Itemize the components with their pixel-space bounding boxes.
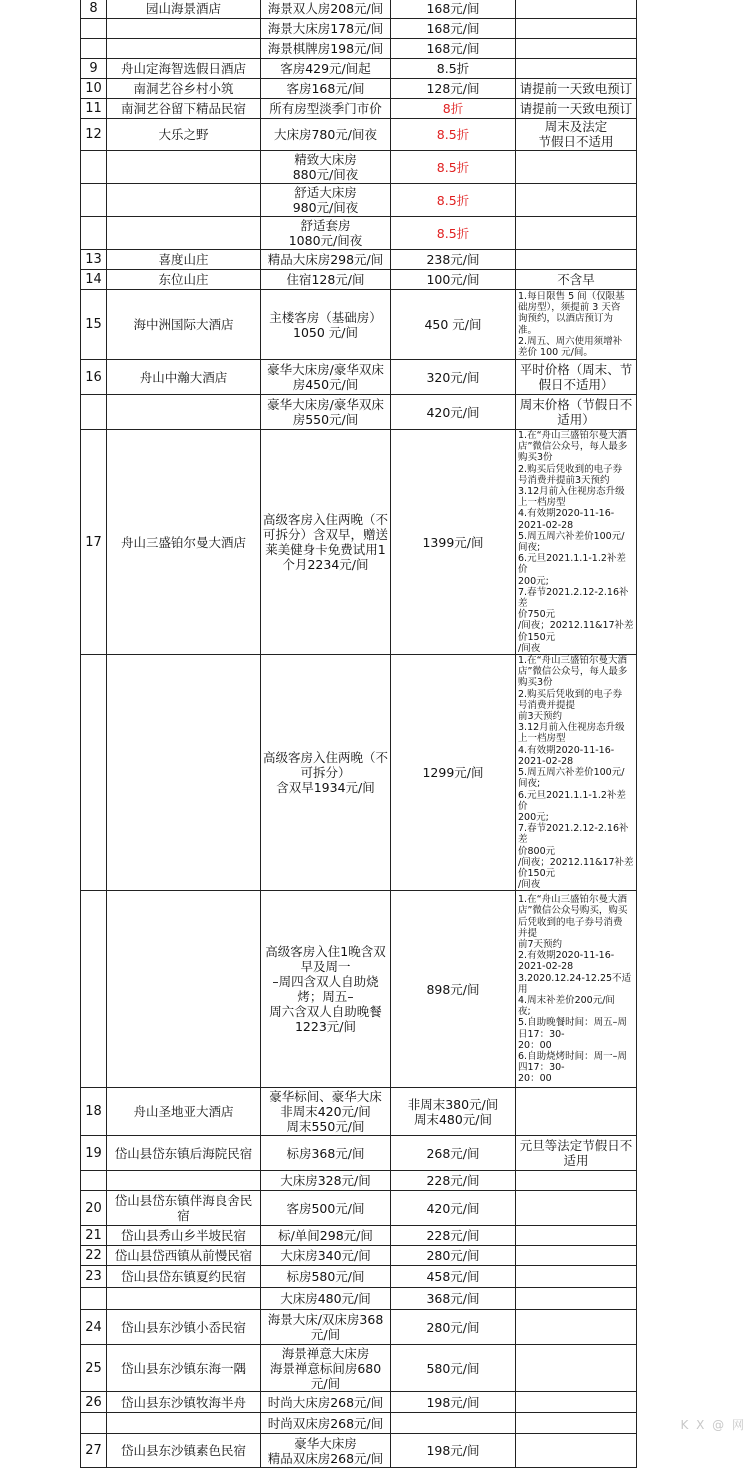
room-type-cell: 客房168元/间 xyxy=(261,79,391,99)
hotel-name-cell: 岱山县东沙镇小岙民宿 xyxy=(107,1310,261,1345)
hotel-name-cell xyxy=(107,217,261,250)
table-row xyxy=(81,290,637,360)
discount-price-cell: 168元/间 xyxy=(391,39,516,59)
table-row xyxy=(81,1171,637,1191)
row-number-cell: 23 xyxy=(81,1266,107,1288)
notes-cell xyxy=(516,39,637,59)
room-type-cell: 所有房型淡季门市价 xyxy=(261,99,391,119)
hotel-name-cell: 东位山庄 xyxy=(107,270,261,290)
hotel-name-cell: 南洞艺谷留下精品民宿 xyxy=(107,99,261,119)
hotel-name-cell: 岱山县岱东镇后海院民宿 xyxy=(107,1136,261,1171)
row-number-cell xyxy=(81,39,107,59)
discount-price-cell: 8.5折 xyxy=(391,151,516,184)
discount-price-cell: 580元/间 xyxy=(391,1345,516,1392)
hotel-name-cell: 园山海景酒店 xyxy=(107,0,261,19)
row-number-cell: 11 xyxy=(81,99,107,119)
hotel-name-cell xyxy=(107,1288,261,1310)
hotel-name-cell: 舟山圣地亚大酒店 xyxy=(107,1088,261,1136)
room-type-cell: 舒适套房 1080元/间夜 xyxy=(261,217,391,250)
row-number-cell: 21 xyxy=(81,1226,107,1246)
row-number-cell: 26 xyxy=(81,1392,107,1413)
room-type-cell: 海景大床房178元/间 xyxy=(261,19,391,39)
discount-price-cell: 8.5折 xyxy=(391,119,516,151)
hotel-name-cell: 大乐之野 xyxy=(107,119,261,151)
discount-price-cell: 228元/间 xyxy=(391,1226,516,1246)
discount-price-cell: 228元/间 xyxy=(391,1171,516,1191)
table-body xyxy=(81,0,637,1468)
discount-price-cell: 8.5折 xyxy=(391,59,516,79)
notes-cell: 周末及法定 节假日不适用 xyxy=(516,119,637,151)
discount-price-cell: 368元/间 xyxy=(391,1288,516,1310)
room-type-cell: 客房429元/间起 xyxy=(261,59,391,79)
table-row xyxy=(81,217,637,250)
table-row xyxy=(81,655,637,891)
row-number-cell: 25 xyxy=(81,1345,107,1392)
row-number-cell xyxy=(81,655,107,891)
room-type-cell: 豪华标间、豪华大床 非周末420元/间 周末550元/间 xyxy=(261,1088,391,1136)
discount-price-cell: 238元/间 xyxy=(391,250,516,270)
hotel-name-cell xyxy=(107,395,261,430)
notes-cell xyxy=(516,1392,637,1413)
hotel-name-cell xyxy=(107,39,261,59)
discount-price-cell: 100元/间 xyxy=(391,270,516,290)
hotel-name-cell xyxy=(107,655,261,891)
table-row xyxy=(81,1345,637,1392)
notes-cell xyxy=(516,1191,637,1226)
room-type-cell: 海景禅意大床房 海景禅意标间房680 元/间 xyxy=(261,1345,391,1392)
room-type-cell: 标/单间298元/间 xyxy=(261,1226,391,1246)
room-type-cell: 豪华大床房/豪华双床 房450元/间 xyxy=(261,360,391,395)
row-number-cell: 12 xyxy=(81,119,107,151)
discount-price-cell: 458元/间 xyxy=(391,1266,516,1288)
row-number-cell xyxy=(81,19,107,39)
notes-cell: 1.在“舟山三盛铂尔曼大酒 店”微信公众号，每人最多 购买3份 2.购买后凭收到的电子券 号消费并提前3天预约 3.12月前入住视房态升级 上一档房型 4.有效期2020-11-16- 2021-02-28 5.周五周六补差价100元/ 间夜; 6.元旦2021.1.1-1.2补差价 200元; 7.春节2021.2.12-2.16补差 价750元 /间夜；20212.11&17补差 价150元 /间夜 xyxy=(516,430,637,655)
room-type-cell: 豪华大床房/豪华双床 房550元/间 xyxy=(261,395,391,430)
room-type-cell: 舒适大床房 980元/间夜 xyxy=(261,184,391,217)
table-row xyxy=(81,59,637,79)
notes-cell xyxy=(516,151,637,184)
room-type-cell: 客房500元/间 xyxy=(261,1191,391,1226)
room-type-cell: 精致大床房 880元/间夜 xyxy=(261,151,391,184)
table-row xyxy=(81,1310,637,1345)
discount-price-cell: 420元/间 xyxy=(391,1191,516,1226)
table-row xyxy=(81,1191,637,1226)
room-type-cell: 标房580元/间 xyxy=(261,1266,391,1288)
room-type-cell: 海景棋牌房198元/间 xyxy=(261,39,391,59)
hotel-name-cell: 岱山县东沙镇牧海半舟 xyxy=(107,1392,261,1413)
hotel-name-cell: 喜度山庄 xyxy=(107,250,261,270)
row-number-cell: 20 xyxy=(81,1191,107,1226)
notes-cell xyxy=(516,1288,637,1310)
table-row xyxy=(81,360,637,395)
row-number-cell xyxy=(81,891,107,1088)
row-number-cell: 15 xyxy=(81,290,107,360)
table-row xyxy=(81,891,637,1088)
hotel-name-cell: 舟山中瀚大酒店 xyxy=(107,360,261,395)
room-type-cell: 大床房480元/间 xyxy=(261,1288,391,1310)
hotel-name-cell xyxy=(107,184,261,217)
hotel-name-cell xyxy=(107,1413,261,1434)
table-row xyxy=(81,1266,637,1288)
hotel-name-cell: 舟山三盛铂尔曼大酒店 xyxy=(107,430,261,655)
row-number-cell: 8 xyxy=(81,0,107,19)
notes-cell xyxy=(516,1310,637,1345)
table-row xyxy=(81,1226,637,1246)
row-number-cell: 22 xyxy=(81,1246,107,1266)
notes-cell xyxy=(516,217,637,250)
notes-cell: 周末价格（节假日不 适用） xyxy=(516,395,637,430)
notes-cell xyxy=(516,0,637,19)
discount-price-cell: 280元/间 xyxy=(391,1246,516,1266)
table-row xyxy=(81,99,637,119)
notes-cell: 不含早 xyxy=(516,270,637,290)
notes-cell: 元旦等法定节假日不 适用 xyxy=(516,1136,637,1171)
hotel-name-cell xyxy=(107,891,261,1088)
row-number-cell: 27 xyxy=(81,1434,107,1468)
notes-cell xyxy=(516,1226,637,1246)
discount-price-cell: 1399元/间 xyxy=(391,430,516,655)
room-type-cell: 高级客房入住两晚（不 可拆分） 含双早1934元/间 xyxy=(261,655,391,891)
row-number-cell: 17 xyxy=(81,430,107,655)
table-row xyxy=(81,250,637,270)
row-number-cell: 18 xyxy=(81,1088,107,1136)
table-row xyxy=(81,1434,637,1468)
notes-cell xyxy=(516,19,637,39)
hotel-name-cell xyxy=(107,151,261,184)
discount-price-cell: 8折 xyxy=(391,99,516,119)
discount-price-cell: 280元/间 xyxy=(391,1310,516,1345)
table-row xyxy=(81,270,637,290)
notes-cell xyxy=(516,1088,637,1136)
row-number-cell: 24 xyxy=(81,1310,107,1345)
notes-cell xyxy=(516,1413,637,1434)
room-type-cell: 高级客房入住两晚（不 可拆分）含双早，赠送 莱美健身卡免费试用1 个月2234元/间 xyxy=(261,430,391,655)
notes-cell: 请提前一天致电预订 xyxy=(516,79,637,99)
row-number-cell: 16 xyxy=(81,360,107,395)
discount-price-cell: 8.5折 xyxy=(391,217,516,250)
table-row xyxy=(81,184,637,217)
notes-cell: 1.在“舟山三盛铂尔曼大酒 店”微信公众号购买，购买 后凭收到的电子券号消费 并提 前7天预约 2.有效期2020-11-16- 2021-02-28 3.2020.12.24-12.25不适 用 4.周末补差价200元/间 夜; 5.自助晚餐时间：周五–周 日17：30- 20：00 6.自助烧烤时间：周一–周 四17：30- 20：00 xyxy=(516,891,637,1088)
notes-cell xyxy=(516,59,637,79)
row-number-cell xyxy=(81,395,107,430)
table-row xyxy=(81,1088,637,1136)
hotel-name-cell: 岱山县秀山乡半坡民宿 xyxy=(107,1226,261,1246)
room-type-cell: 住宿128元/间 xyxy=(261,270,391,290)
table-row xyxy=(81,1246,637,1266)
room-type-cell: 大床房328元/间 xyxy=(261,1171,391,1191)
table-row xyxy=(81,1392,637,1413)
discount-price-cell: 8.5折 xyxy=(391,184,516,217)
hotel-name-cell: 岱山县岱东镇夏约民宿 xyxy=(107,1266,261,1288)
room-type-cell: 大床房780元/间夜 xyxy=(261,119,391,151)
discount-price-cell: 898元/间 xyxy=(391,891,516,1088)
room-type-cell: 时尚双床房268元/间 xyxy=(261,1413,391,1434)
discount-price-cell: 168元/间 xyxy=(391,0,516,19)
notes-cell xyxy=(516,1246,637,1266)
notes-cell xyxy=(516,1345,637,1392)
notes-cell: 1.每日限售 5 间（仅限基 础房型），须提前 3 天咨 询预约，以酒店预订为 准。 2.周五、周六使用须增补 差价 100 元/间。 xyxy=(516,290,637,360)
room-type-cell: 标房368元/间 xyxy=(261,1136,391,1171)
row-number-cell: 19 xyxy=(81,1136,107,1171)
room-type-cell: 大床房340元/间 xyxy=(261,1246,391,1266)
row-number-cell xyxy=(81,184,107,217)
room-type-cell: 豪华大床房 精品双床房268元/间 xyxy=(261,1434,391,1468)
discount-price-cell: 450 元/间 xyxy=(391,290,516,360)
table-row xyxy=(81,19,637,39)
hotel-name-cell xyxy=(107,1171,261,1191)
table-row xyxy=(81,430,637,655)
discount-price-cell xyxy=(391,1413,516,1434)
notes-cell: 请提前一天致电预订 xyxy=(516,99,637,119)
discount-price-cell: 168元/间 xyxy=(391,19,516,39)
hotel-name-cell xyxy=(107,19,261,39)
hotel-name-cell: 舟山定海智选假日酒店 xyxy=(107,59,261,79)
discount-price-cell: 1299元/间 xyxy=(391,655,516,891)
hotel-name-cell: 岱山县岱西镇从前慢民宿 xyxy=(107,1246,261,1266)
row-number-cell xyxy=(81,151,107,184)
room-type-cell: 海景大床/双床房368 元/间 xyxy=(261,1310,391,1345)
table-row xyxy=(81,119,637,151)
row-number-cell: 10 xyxy=(81,79,107,99)
table-row xyxy=(81,1288,637,1310)
notes-cell: 1.在“舟山三盛铂尔曼大酒 店”微信公众号，每人最多 购买3份 2.购买后凭收到的电子券 号消费并提提 前3天预约 3.12月前入住视房态升级 上一档房型 4.有效期2020-11-16- 2021-02-28 5.周五周六补差价100元/ 间夜; 6.元旦2021.1.1-1.2补差价 200元; 7.春节2021.2.12-2.16补差 价800元 /间夜；20212.11&17补差 价150元 /间夜 xyxy=(516,655,637,891)
table-row xyxy=(81,395,637,430)
hotel-name-cell: 岱山县东沙镇东海一隅 xyxy=(107,1345,261,1392)
room-type-cell: 主楼客房（基础房） 1050 元/间 xyxy=(261,290,391,360)
discount-price-cell: 128元/间 xyxy=(391,79,516,99)
row-number-cell: 9 xyxy=(81,59,107,79)
row-number-cell xyxy=(81,1288,107,1310)
row-number-cell xyxy=(81,217,107,250)
table-row xyxy=(81,1136,637,1171)
table-row xyxy=(81,151,637,184)
room-type-cell: 高级客房入住1晚含双 早及周一 –周四含双人自助烧 烤；周五– 周六含双人自助晚餐 1223元/间 xyxy=(261,891,391,1088)
row-number-cell: 13 xyxy=(81,250,107,270)
room-type-cell: 精品大床房298元/间 xyxy=(261,250,391,270)
discount-price-cell: 320元/间 xyxy=(391,360,516,395)
table-row xyxy=(81,1413,637,1434)
table-row xyxy=(81,39,637,59)
row-number-cell xyxy=(81,1171,107,1191)
room-type-cell: 海景双人房208元/间 xyxy=(261,0,391,19)
notes-cell: 平时价格（周末、节 假日不适用） xyxy=(516,360,637,395)
row-number-cell: 14 xyxy=(81,270,107,290)
hotel-discount-table xyxy=(80,0,636,1468)
discount-price-cell: 268元/间 xyxy=(391,1136,516,1171)
discount-price-cell: 198元/间 xyxy=(391,1434,516,1468)
notes-cell xyxy=(516,1266,637,1288)
watermark: K X @ 网 xyxy=(680,1418,746,1432)
table-row xyxy=(81,79,637,99)
room-type-cell: 时尚大床房268元/间 xyxy=(261,1392,391,1413)
discount-price-cell: 非周末380元/间 周末480元/间 xyxy=(391,1088,516,1136)
hotel-name-cell: 南洞艺谷乡村小筑 xyxy=(107,79,261,99)
notes-cell xyxy=(516,184,637,217)
table-row xyxy=(81,0,637,19)
notes-cell xyxy=(516,1171,637,1191)
hotel-name-cell: 岱山县岱东镇伴海良舍民 宿 xyxy=(107,1191,261,1226)
row-number-cell xyxy=(81,1413,107,1434)
discount-price-cell: 198元/间 xyxy=(391,1392,516,1413)
discount-price-cell: 420元/间 xyxy=(391,395,516,430)
hotel-name-cell: 岱山县东沙镇素色民宿 xyxy=(107,1434,261,1468)
notes-cell xyxy=(516,250,637,270)
hotel-name-cell: 海中洲国际大酒店 xyxy=(107,290,261,360)
notes-cell xyxy=(516,1434,637,1468)
